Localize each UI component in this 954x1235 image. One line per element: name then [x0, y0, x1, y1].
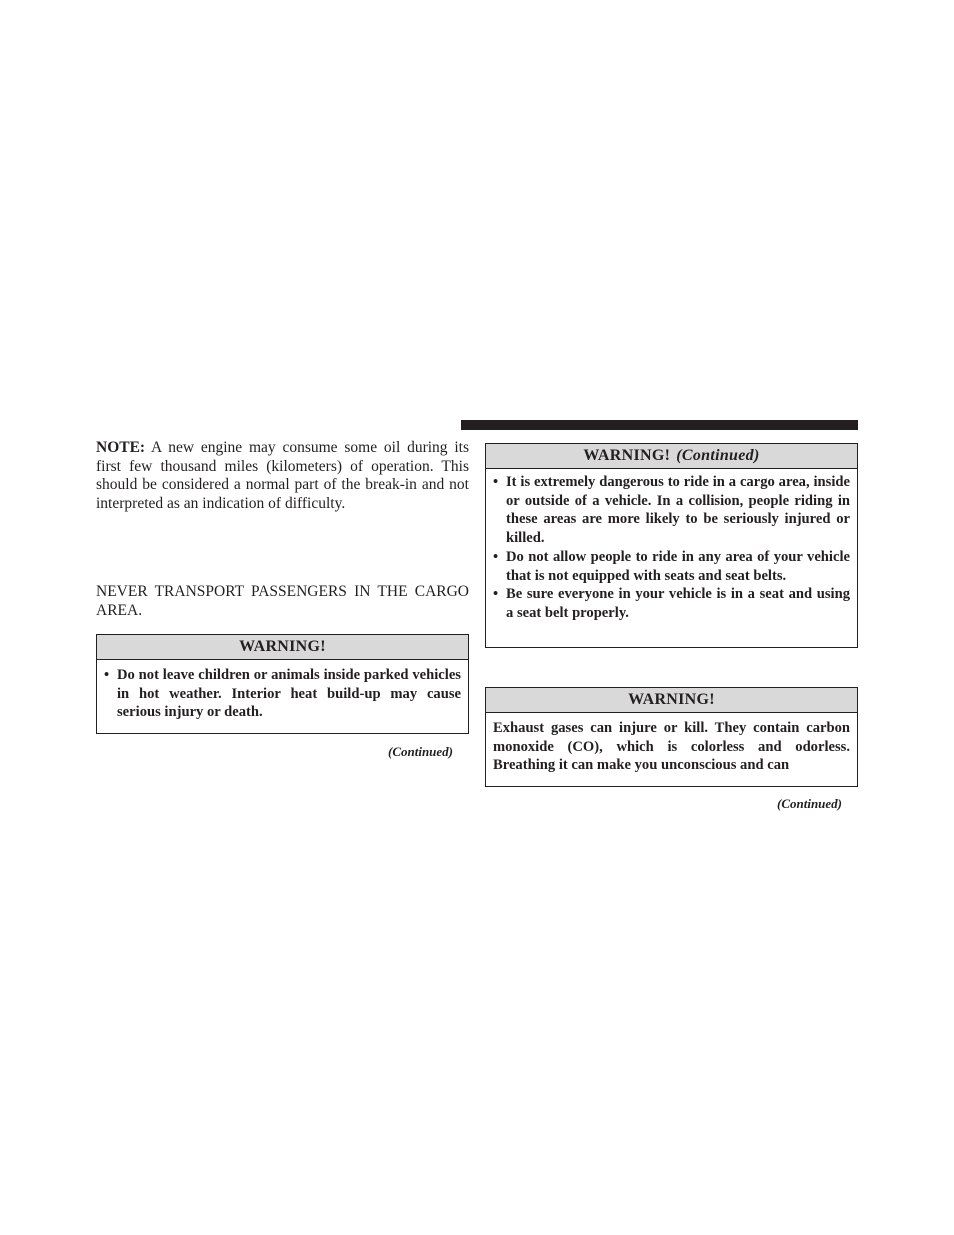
warning-item [493, 585, 850, 622]
warning-title-text: WARNING! [239, 638, 326, 655]
bullet-icon: • [104, 667, 110, 683]
bullet-icon: • [493, 586, 499, 603]
cargo-notice: NEVER TRANSPORT PASSENGERS IN THE CARGO AREA. [96, 583, 469, 619]
warning-item [104, 666, 461, 722]
note-text: A new engine may consume some oil during its first few thousand miles (kilometers) of operation. This should be considered a normal part of the break-in and not interpreted as an indication of difficulty. [96, 439, 469, 513]
warning-item [493, 473, 850, 548]
warning-title [486, 444, 857, 469]
warning-list [97, 660, 468, 730]
bullet-icon: • [493, 474, 499, 490]
note-label: NOTE: [96, 439, 146, 456]
warning-item [493, 548, 850, 585]
warning-title-text: WARNING! [583, 447, 671, 464]
warning-item-text: It is extremely dangerous to ride in a cargo area, inside or outside of a vehicle. In a collision, people riding in these areas are more likely to be seriously injured or killed. [506, 474, 850, 547]
bullet-icon: • [493, 548, 499, 565]
section-header-rule [461, 420, 858, 430]
warning-paragraph: Exhaust gases can injure or kill. They contain carbon monoxide (CO), which is colorless and odorless. Breathing it can make you unconscious and can [493, 720, 850, 774]
warning-item-text: Do not leave children or animals inside parked vehicles in hot weather. Interior heat build-up may cause serious injury or death. [117, 667, 461, 721]
warning-item-text: Do not allow people to ride in any area of your vehicle that is not equipped with seats and seat belts. [506, 548, 850, 584]
warning-box-children-animals [96, 634, 469, 734]
note-paragraph [96, 439, 469, 514]
warning-box-exhaust-gases [485, 687, 858, 787]
continued-label: (Continued) [388, 744, 454, 759]
warning-box-cargo-area [485, 443, 858, 648]
warning-title [486, 688, 857, 713]
warning-title-continued: (Continued) [676, 447, 760, 464]
continued-label: (Continued) [777, 796, 843, 811]
warning-list [486, 469, 857, 631]
warning-title-text: WARNING! [628, 691, 715, 708]
warning-title [97, 635, 468, 660]
warning-item-text: Be sure everyone in your vehicle is in a seat and using a seat belt properly. [506, 586, 850, 621]
